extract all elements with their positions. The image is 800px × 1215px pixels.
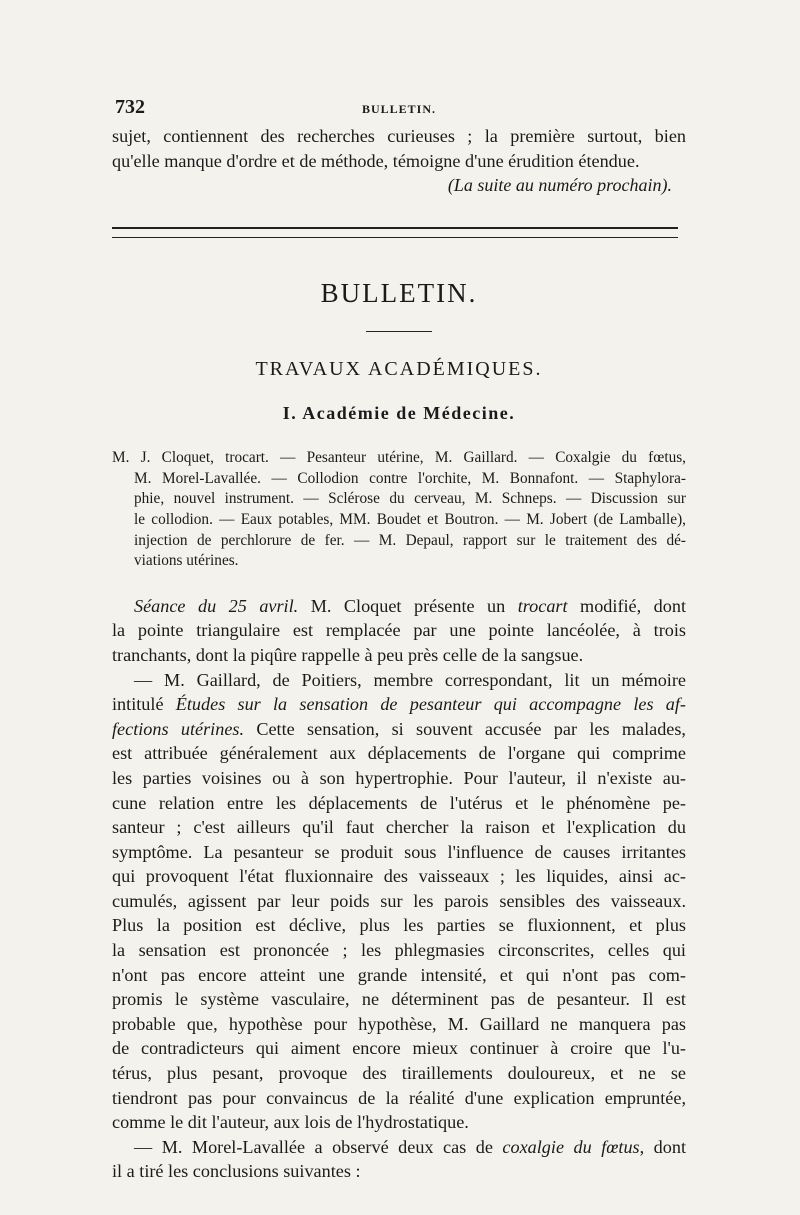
text-line: cune relation entre les déplacements de l'utérus et le phénomène pe- (112, 792, 686, 813)
text-line: térus, plus pesant, provoque des tiraillements douloureux, et ne se (112, 1063, 686, 1084)
text-line: sujet, contiennent des recherches curieuses ; la première surtout, bien (112, 126, 686, 146)
text-line: la pointe triangulaire est remplacée par une pointe lancéolée, à trois (112, 620, 686, 641)
text-line: Plus la position est déclive, plus les parties se fluxionnent, et plus (112, 915, 686, 936)
opening-paragraph (112, 124, 686, 173)
summary-line: M. J. Cloquet, trocart. — Pesanteur utérine, M. Gaillard. — Coxalgie du fœtus, (112, 449, 686, 467)
paragraph-morel-lavallee (112, 1135, 686, 1184)
text-line: santeur ; c'est ailleurs qu'il faut chercher la raison et l'explication du (112, 817, 686, 838)
summary-line: M. Morel-Lavallée. — Collodion contre l'orchite, M. Bonnafont. — Staphylora- (134, 469, 686, 487)
text-line: comme le dit l'auteur, aux lois de l'hydrostatique. (112, 1112, 469, 1133)
text-line: est attribuée généralement aux déplacements de l'organe qui comprime (112, 743, 686, 764)
continuation-note: (La suite au numéro prochain). (447, 175, 672, 196)
academy-heading: I. Académie de Médecine. (282, 403, 516, 424)
text-line (112, 1135, 686, 1160)
text-line: de contradicteurs qui aiment encore mieux continuer à croire que l'u- (112, 1038, 686, 1059)
text-fragment: intitulé (112, 694, 176, 715)
session-date: Séance du 25 avril. (134, 595, 299, 616)
summary-line: viations utérines. (134, 552, 239, 570)
summary-line: le collodion. — Eaux potables, MM. Boudet et Boutron. — M. Jobert (de Lamballe), (134, 510, 686, 528)
text-line (112, 717, 686, 742)
text-line: tiendront pas pour convaincus de la réalité d'une explication empruntée, (112, 1087, 686, 1108)
text-fragment: modifié, dont (567, 595, 686, 616)
book-page (112, 96, 686, 1184)
short-rule-divider (366, 331, 432, 332)
subsection-title: TRAVAUX ACADÉMIQUES. (255, 358, 543, 381)
text-line: n'ont pas encore atteint une grande intensité, et qui n'ont pas com- (112, 964, 686, 985)
text-line: promis le système vasculaire, ne déterminent pas de pesanteur. Il est (112, 989, 686, 1010)
session-summary (112, 448, 686, 572)
text-fragment: Cette sensation, si souvent accusée par les malades, (244, 718, 686, 739)
page-number: 732 (115, 96, 145, 118)
summary-line: phie, nouvel instrument. — Sclérose du cerveau, M. Schneps. — Discussion sur (134, 490, 686, 508)
text-line (112, 594, 686, 619)
italic-title: Études sur la sensation de pesanteur qui accompagne les af- (175, 694, 686, 715)
text-line: il a tiré les conclusions suivantes : (112, 1161, 361, 1182)
running-title: BULLETIN. (361, 102, 437, 116)
text-line: probable que, hypothèse pour hypothèse, M. Gaillard ne manquera pas (112, 1013, 686, 1034)
summary-line: injection de perchlorure de fer. — M. Depaul, rapport sur le traitement des dé- (134, 531, 686, 549)
italic-title: fections utérines. (112, 718, 245, 739)
text-fragment: — M. Morel-Lavallée a observé deux cas de (134, 1136, 503, 1157)
running-head (112, 96, 686, 124)
article-body (112, 594, 686, 1184)
italic-term: coxalgie du fœtus (502, 1136, 640, 1157)
text-line: cumulés, agissent par leur poids sur les parois sensibles des vaisseaux. (112, 890, 686, 911)
text-line: symptôme. La pesanteur se produit sous l'influence de causes irritantes (112, 841, 686, 862)
text-line: qui provoquent l'état fluxionnaire des vaisseaux ; les liquides, ainsi ac- (112, 866, 686, 887)
italic-term: trocart (517, 595, 568, 616)
text-line: qu'elle manque d'ordre et de méthode, témoigne d'une érudition étendue. (112, 150, 640, 171)
paragraph-gaillard (112, 668, 686, 1135)
section-title: BULLETIN. (320, 278, 478, 309)
text-fragment: , dont (639, 1136, 687, 1157)
text-line: — M. Gaillard, de Poitiers, membre correspondant, lit un mémoire (134, 669, 686, 690)
double-rule-divider (112, 227, 678, 238)
text-fragment: M. Cloquet présente un (298, 595, 518, 616)
paragraph-cloquet (112, 594, 686, 668)
text-line: les parties voisines ou à son hypertrophie. Pour l'auteur, il n'existe au- (112, 767, 686, 788)
text-line (112, 692, 686, 717)
text-line: tranchants, dont la piqûre rappelle à peu près celle de la sangsue. (112, 644, 584, 665)
text-line: la sensation est prononcée ; les phlegmasies circonscrites, celles qui (112, 940, 686, 961)
